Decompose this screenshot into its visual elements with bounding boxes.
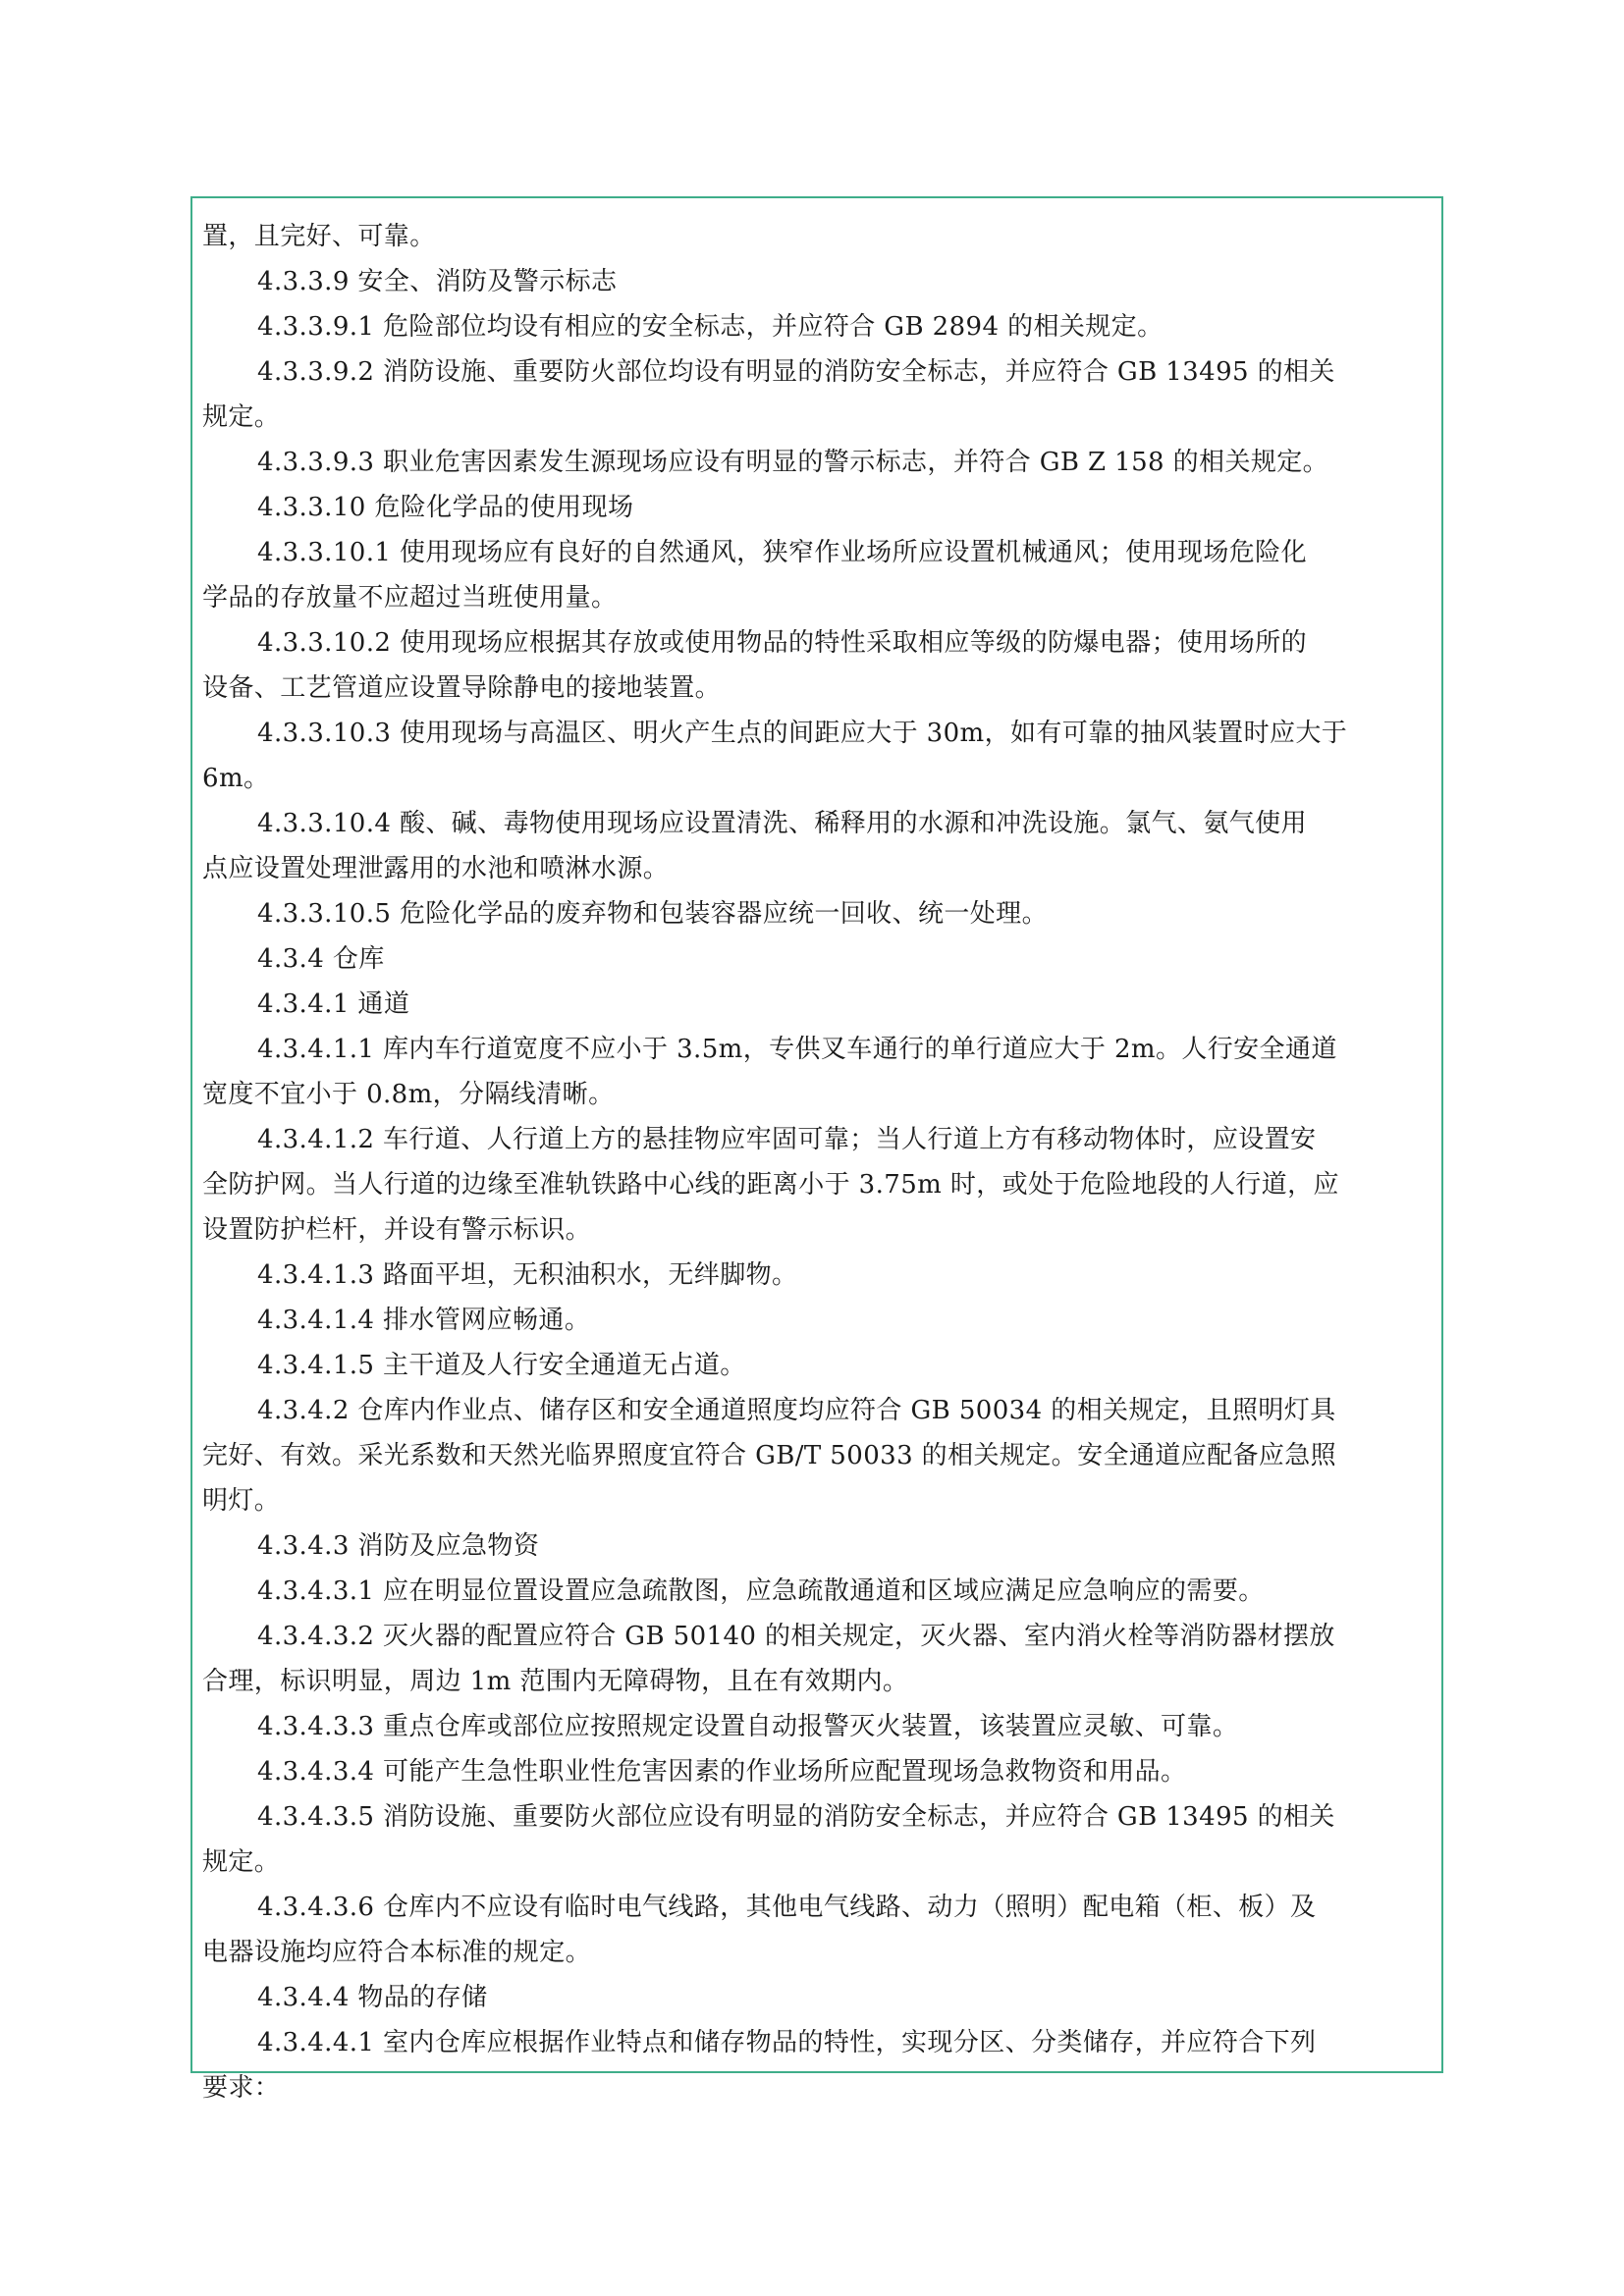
text-line: 4.3.4.3.6 仓库内不应设有临时电气线路，其他电气线路、动力（照明）配电箱（柜、板）及 bbox=[257, 1893, 1317, 1922]
text-line: 4.3.3.10.5 危险化学品的废弃物和包装容器应统一回收、统一处理。 bbox=[257, 899, 1048, 929]
text-line: 设置防护栏杆，并设有警示标识。 bbox=[202, 1215, 592, 1245]
text-line: 4.3.4.2 仓库内作业点、储存区和安全通道照度均应符合 GB 50034 的相关规定，且照明灯具 bbox=[257, 1396, 1336, 1425]
text-line: 学品的存放量不应超过当班使用量。 bbox=[202, 583, 618, 613]
text-line: 4.3.3.9 安全、消防及警示标志 bbox=[257, 267, 618, 296]
document-body bbox=[202, 214, 1432, 2110]
text-line: 4.3.3.10.2 使用现场应根据其存放或使用物品的特性采取相应等级的防爆电器；使用场所的 bbox=[257, 628, 1307, 658]
text-line: 4.3.4 仓库 bbox=[257, 944, 385, 974]
text-line: 4.3.3.9.2 消防设施、重要防火部位均设有明显的消防安全标志，并应符合 GB 13495 的相关 bbox=[257, 357, 1335, 387]
text-line: 4.3.4.3.3 重点仓库或部位应按照规定设置自动报警灭火装置，该装置应灵敏、可靠。 bbox=[257, 1712, 1239, 1741]
text-line: 点应设置处理泄露用的水池和喷淋水源。 bbox=[202, 854, 670, 883]
text-line: 设备、工艺管道应设置导除静电的接地装置。 bbox=[202, 673, 722, 703]
text-line: 4.3.3.10.4 酸、碱、毒物使用现场应设置清洗、稀释用的水源和冲洗设施。氯气、氨气使用 bbox=[257, 809, 1307, 838]
text-line: 电器设施均应符合本标准的规定。 bbox=[202, 1938, 592, 1967]
text-line: 4.3.3.10.1 使用现场应有良好的自然通风，狭窄作业场所应设置机械通风；使用现场危险化 bbox=[257, 538, 1307, 567]
document-frame bbox=[190, 196, 1443, 2103]
text-line: 4.3.3.10.3 使用现场与高温区、明火产生点的间距应大于 30m，如有可靠的抽风装置时应大于 bbox=[257, 719, 1348, 748]
text-line: 要求： bbox=[202, 2073, 281, 2103]
text-line: 宽度不宜小于 0.8m，分隔线清晰。 bbox=[202, 1080, 615, 1109]
text-line: 4.3.4.1.2 车行道、人行道上方的悬挂物应牢固可靠；当人行道上方有移动物体时，应设置安 bbox=[257, 1125, 1317, 1154]
text-line: 规定。 bbox=[202, 402, 281, 432]
text-line: 4.3.4.3 消防及应急物资 bbox=[257, 1531, 540, 1561]
text-line: 4.3.3.9.3 职业危害因素发生源现场应设有明显的警示标志，并符合 GB Z 158 的相关规定。 bbox=[257, 448, 1329, 477]
text-line: 明灯。 bbox=[202, 1486, 281, 1516]
text-line: 规定。 bbox=[202, 1847, 281, 1877]
text-line: 4.3.4.3.5 消防设施、重要防火部位应设有明显的消防安全标志，并应符合 GB 13495 的相关 bbox=[257, 1802, 1335, 1832]
text-line: 4.3.4.1.5 主干道及人行安全通道无占道。 bbox=[257, 1351, 746, 1380]
text-line: 4.3.4.3.1 应在明显位置设置应急疏散图，应急疏散通道和区域应满足应急响应的需要。 bbox=[257, 1576, 1265, 1606]
text-line: 4.3.4.1 通道 bbox=[257, 989, 410, 1019]
text-line: 4.3.3.10 危险化学品的使用现场 bbox=[257, 493, 634, 522]
text-line: 合理，标识明显，周边 1m 范围内无障碍物，且在有效期内。 bbox=[202, 1667, 909, 1696]
text-line: 4.3.4.3.4 可能产生急性职业性危害因素的作业场所应配置现场急救物资和用品。 bbox=[257, 1757, 1187, 1787]
text-line: 4.3.3.9.1 危险部位均设有相应的安全标志，并应符合 GB 2894 的相关规定。 bbox=[257, 312, 1164, 342]
text-line: 置，且完好、可靠。 bbox=[202, 222, 436, 251]
text-line: 4.3.4.4 物品的存储 bbox=[257, 1983, 488, 2012]
text-line: 4.3.4.1.1 库内车行道宽度不应小于 3.5m，专供叉车通行的单行道应大于 2m。人行安全通道 bbox=[257, 1035, 1337, 1064]
text-line: 4.3.4.3.2 灭火器的配置应符合 GB 50140 的相关规定，灭火器、室内消火栓等消防器材摆放 bbox=[257, 1622, 1335, 1651]
text-line: 6m。 bbox=[202, 764, 270, 793]
text-line: 完好、有效。采光系数和天然光临界照度宜符合 GB/T 50033 的相关规定。安全通道应配备应急照 bbox=[202, 1441, 1337, 1470]
text-line: 4.3.4.4.1 室内仓库应根据作业特点和储存物品的特性，实现分区、分类储存，并应符合下列 bbox=[257, 2028, 1317, 2057]
text-line: 4.3.4.1.3 路面平坦，无积油积水，无绊脚物。 bbox=[257, 1260, 798, 1290]
text-line: 全防护网。当人行道的边缘至准轨铁路中心线的距离小于 3.75m 时，或处于危险地段的人行道，应 bbox=[202, 1170, 1339, 1200]
text-line: 4.3.4.1.4 排水管网应畅通。 bbox=[257, 1306, 591, 1335]
